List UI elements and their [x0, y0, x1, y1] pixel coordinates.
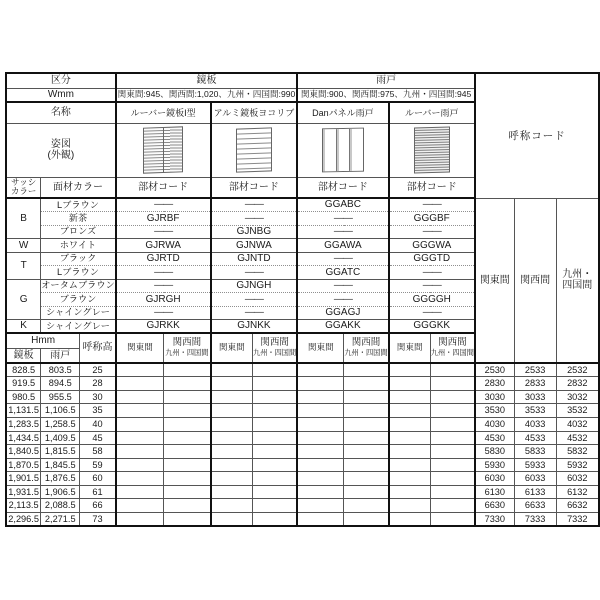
koshiyo-code-value: 4532 [556, 431, 599, 445]
koshiyo-code-value: 7332 [556, 513, 599, 527]
buzai-code-label-1: 部材コード [211, 177, 298, 198]
dan-panel-amado-icon-panel [337, 129, 351, 171]
buzai-code-value: GGAWA [297, 239, 388, 253]
empty-cell [164, 458, 211, 472]
empty-cell [116, 458, 164, 472]
dash-cell: —— [297, 212, 388, 226]
empty-cell [389, 377, 431, 391]
sash-color-cell-W: W [6, 239, 41, 253]
empty-cell [116, 431, 164, 445]
buzai-code-value: GJRBF [116, 212, 211, 226]
dan-panel-amado-icon [322, 128, 364, 173]
w-kagamiita-value: 関東間:945、関西間:1,020、九州・四国間:990 [116, 88, 297, 102]
sash-color-cell-K: K [6, 320, 41, 334]
koshiyo-code-value: 4033 [514, 417, 556, 431]
koshiyo-code-value: 6632 [556, 499, 599, 513]
empty-cell [389, 445, 431, 459]
koshiyo-code-value: 6630 [475, 499, 514, 513]
empty-cell [253, 458, 298, 472]
h-kagamiita-header: 鏡板 [6, 348, 41, 363]
empty-cell [211, 363, 253, 377]
empty-cell [211, 417, 253, 431]
empty-cell [344, 404, 389, 418]
empty-cell [211, 377, 253, 391]
w-unit-label: Wmm [6, 88, 116, 102]
yokorib-kagamiita-icon [236, 127, 272, 172]
empty-cell [389, 363, 431, 377]
buzai-code-label-0: 部材コード [116, 177, 211, 198]
takasa-value: 73 [80, 513, 116, 527]
h-kagamiita-value: 1,840.5 [6, 445, 41, 459]
empty-cell [164, 404, 211, 418]
group-amado-header: 雨戸 [297, 73, 475, 88]
sash-color-label-text: サッシ [10, 177, 37, 187]
dash-cell: —— [389, 198, 475, 212]
product-name-3: ルーバー雨戸 [389, 102, 475, 123]
koshiyo-code-value: 5833 [514, 445, 556, 459]
buzai-code-value: GJRWA [116, 239, 211, 253]
louver-kagamiita-icon-panel [164, 127, 183, 172]
empty-cell [297, 390, 344, 404]
sub-kansai-kyushu-header-3-text: 関西間 [438, 337, 467, 349]
buzai-code-label-2: 部材コード [297, 177, 388, 198]
koshiyo-code-value: 4030 [475, 417, 514, 431]
face-color-name: オータムブラウン [41, 279, 116, 293]
empty-cell [344, 499, 389, 513]
sub-kansai-kyushu-header-1 [253, 333, 298, 363]
sub-kansai-kyushu-header-0 [164, 333, 211, 363]
koshiyo-code-value: 3530 [475, 404, 514, 418]
empty-cell [116, 390, 164, 404]
h-amado-value: 1,815.5 [41, 445, 80, 459]
sub-kansai-kyushu-header-0-text: 関西間 [172, 337, 202, 349]
empty-cell [430, 458, 475, 472]
empty-cell [253, 390, 298, 404]
dash-cell: —— [211, 293, 298, 307]
sash-color-label-text: カラー [10, 186, 37, 197]
empty-cell [430, 485, 475, 499]
figure-cell-3 [389, 123, 475, 177]
takasa-value: 61 [80, 485, 116, 499]
koshiyo-code-header: 呼称コード [475, 73, 599, 198]
empty-cell [297, 445, 344, 459]
empty-cell [164, 363, 211, 377]
empty-cell [389, 458, 431, 472]
sub-kansai-kyushu-header-0-text: 九州・四国間 [165, 348, 209, 358]
buzai-code-value: GJNKK [211, 320, 298, 334]
span-header-kansai: 関西間 [514, 198, 556, 363]
h-kagamiita-value: 1,901.5 [6, 472, 41, 486]
empty-cell [253, 513, 298, 527]
dash-cell: —— [116, 306, 211, 320]
empty-cell [116, 417, 164, 431]
buzai-code-value: GGAGJ [297, 306, 388, 320]
empty-cell [344, 472, 389, 486]
takasa-value: 40 [80, 417, 116, 431]
face-color-name: シャイングレー [41, 320, 116, 334]
empty-cell [389, 485, 431, 499]
face-color-name: ブロンズ [41, 225, 116, 239]
koshiyo-code-value: 3532 [556, 404, 599, 418]
h-unit-label: Hmm [6, 333, 80, 348]
empty-cell [344, 513, 389, 527]
empty-cell [253, 404, 298, 418]
product-name-1: アルミ鏡板ヨコリブ [211, 102, 298, 123]
koshiyo-code-value: 2532 [556, 363, 599, 377]
face-color-name: Lブラウン [41, 198, 116, 212]
empty-cell [164, 472, 211, 486]
buzai-code-value: GJRTD [116, 252, 211, 266]
h-kagamiita-value: 828.5 [6, 363, 41, 377]
dash-cell: —— [389, 306, 475, 320]
empty-cell [164, 499, 211, 513]
face-color-name: ブラック [41, 252, 116, 266]
koshiyo-code-value: 2830 [475, 377, 514, 391]
dash-cell: —— [297, 279, 388, 293]
empty-cell [430, 431, 475, 445]
dash-cell: —— [297, 252, 388, 266]
figure-cell-1 [211, 123, 298, 177]
empty-cell [211, 513, 253, 527]
figure-label-text: (外観) [47, 150, 75, 161]
empty-cell [297, 404, 344, 418]
empty-cell [164, 431, 211, 445]
empty-cell [116, 377, 164, 391]
empty-cell [297, 472, 344, 486]
empty-cell [116, 472, 164, 486]
h-kagamiita-value: 2,113.5 [6, 499, 41, 513]
buzai-code-value: GGGBF [389, 212, 475, 226]
koshiyo-code-value: 3030 [475, 390, 514, 404]
empty-cell [211, 458, 253, 472]
empty-cell [389, 404, 431, 418]
buzai-code-value: GGAKK [297, 320, 388, 334]
koshiyo-code-value: 2832 [556, 377, 599, 391]
empty-cell [116, 499, 164, 513]
h-amado-value: 2,271.5 [41, 513, 80, 527]
empty-cell [297, 513, 344, 527]
louver-amado-icon [414, 127, 450, 174]
empty-cell [344, 458, 389, 472]
h-kagamiita-value: 1,931.5 [6, 485, 41, 499]
empty-cell [297, 485, 344, 499]
sub-kansai-kyushu-header-2 [344, 333, 389, 363]
empty-cell [297, 431, 344, 445]
empty-cell [253, 431, 298, 445]
empty-cell [253, 363, 298, 377]
dash-cell: —— [116, 198, 211, 212]
sub-kansai-kyushu-header-3 [430, 333, 475, 363]
dash-cell: —— [211, 198, 298, 212]
koshiyo-code-value: 6633 [514, 499, 556, 513]
takasa-header: 呼称高 [80, 333, 116, 363]
empty-cell [389, 472, 431, 486]
h-amado-value: 1,845.5 [41, 458, 80, 472]
sub-kansai-kyushu-header-3-text: 九州・四国間 [430, 348, 474, 358]
empty-cell [430, 499, 475, 513]
h-amado-value: 1,258.5 [41, 417, 80, 431]
h-kagamiita-value: 1,131.5 [6, 404, 41, 418]
h-amado-value: 803.5 [41, 363, 80, 377]
h-amado-header: 雨戸 [41, 348, 80, 363]
empty-cell [116, 445, 164, 459]
koshiyo-code-value: 7333 [514, 513, 556, 527]
sash-color-cell-T: T [6, 252, 41, 279]
louver-kagamiita-icon-panel [144, 128, 164, 173]
koshiyo-code-value: 5832 [556, 445, 599, 459]
h-amado-value: 1,906.5 [41, 485, 80, 499]
empty-cell [253, 499, 298, 513]
empty-cell [253, 377, 298, 391]
koshiyo-code-value: 6132 [556, 485, 599, 499]
spec-table [5, 72, 600, 527]
sub-kanto-header-3: 関東間 [389, 333, 431, 363]
koshiyo-code-value: 6030 [475, 472, 514, 486]
sub-kansai-kyushu-header-1-text: 関西間 [260, 337, 289, 349]
koshiyo-code-value: 4032 [556, 417, 599, 431]
empty-cell [297, 417, 344, 431]
empty-cell [430, 472, 475, 486]
koshiyo-code-value: 3033 [514, 390, 556, 404]
dash-cell: —— [116, 225, 211, 239]
h-amado-value: 955.5 [41, 390, 80, 404]
sub-kansai-kyushu-header-2-text: 九州・四国間 [344, 348, 388, 358]
name-label: 名称 [6, 102, 116, 123]
louver-kagamiita-icon [143, 126, 183, 173]
empty-cell [344, 390, 389, 404]
dash-cell: —— [389, 266, 475, 280]
empty-cell [430, 390, 475, 404]
empty-cell [211, 404, 253, 418]
empty-cell [430, 417, 475, 431]
koshiyo-code-value: 6133 [514, 485, 556, 499]
face-color-name: 新茶 [41, 212, 116, 226]
takasa-value: 30 [80, 390, 116, 404]
empty-cell [344, 431, 389, 445]
empty-cell [164, 377, 211, 391]
empty-cell [211, 499, 253, 513]
koshiyo-code-value: 7330 [475, 513, 514, 527]
empty-cell [211, 445, 253, 459]
dash-cell: —— [211, 306, 298, 320]
sub-kanto-header-2: 関東間 [297, 333, 344, 363]
h-kagamiita-value: 1,870.5 [6, 458, 41, 472]
figure-cell-2 [297, 123, 388, 177]
empty-cell [164, 417, 211, 431]
empty-cell [389, 431, 431, 445]
dash-cell: —— [211, 212, 298, 226]
dash-cell: —— [297, 225, 388, 239]
product-name-2: Danパネル雨戸 [297, 102, 388, 123]
empty-cell [116, 404, 164, 418]
takasa-value: 45 [80, 431, 116, 445]
empty-cell [211, 431, 253, 445]
takasa-value: 58 [80, 445, 116, 459]
buzai-code-label-3: 部材コード [389, 177, 475, 198]
empty-cell [297, 377, 344, 391]
koshiyo-code-value: 5930 [475, 458, 514, 472]
empty-cell [297, 458, 344, 472]
dan-panel-amado-icon-panel [350, 129, 363, 171]
empty-cell [389, 513, 431, 527]
dash-cell: —— [116, 266, 211, 280]
koshiyo-code-value: 5933 [514, 458, 556, 472]
empty-cell [430, 377, 475, 391]
empty-cell [389, 390, 431, 404]
empty-cell [164, 485, 211, 499]
koshiyo-code-value: 2533 [514, 363, 556, 377]
h-kagamiita-value: 1,434.5 [6, 431, 41, 445]
buzai-code-value: GGGKK [389, 320, 475, 334]
sash-color-cell-B: B [6, 198, 41, 239]
empty-cell [430, 445, 475, 459]
dash-cell: —— [389, 225, 475, 239]
empty-cell [430, 513, 475, 527]
takasa-value: 59 [80, 458, 116, 472]
koshiyo-code-value: 3533 [514, 404, 556, 418]
dash-cell: —— [297, 293, 388, 307]
empty-cell [430, 404, 475, 418]
empty-cell [253, 485, 298, 499]
buzai-code-value: GJRKK [116, 320, 211, 334]
empty-cell [211, 390, 253, 404]
koshiyo-code-value: 6130 [475, 485, 514, 499]
span-header-kyushu-shikoku-text: 九州・ [562, 268, 593, 280]
koshiyo-code-value: 2530 [475, 363, 514, 377]
sub-kansai-kyushu-header-1-text: 九州・四国間 [253, 348, 297, 358]
empty-cell [211, 472, 253, 486]
kubun-header: 区分 [6, 73, 116, 88]
dan-panel-amado-icon-panel [323, 129, 337, 171]
sub-kansai-kyushu-header-2-text: 関西間 [351, 337, 381, 349]
koshiyo-code-value: 2833 [514, 377, 556, 391]
face-color-name: ホワイト [41, 239, 116, 253]
koshiyo-code-value: 5830 [475, 445, 514, 459]
takasa-value: 66 [80, 499, 116, 513]
koshiyo-code-value: 6032 [556, 472, 599, 486]
sash-color-label [6, 177, 41, 198]
sub-kanto-header-1: 関東間 [211, 333, 253, 363]
empty-cell [253, 445, 298, 459]
koshiyo-code-value: 5932 [556, 458, 599, 472]
dash-cell: —— [389, 279, 475, 293]
empty-cell [430, 363, 475, 377]
empty-cell [344, 445, 389, 459]
empty-cell [116, 485, 164, 499]
buzai-code-value: GGABC [297, 198, 388, 212]
empty-cell [164, 513, 211, 527]
empty-cell [116, 363, 164, 377]
buzai-code-value: GGATC [297, 266, 388, 280]
buzai-code-value: GJRGH [116, 293, 211, 307]
span-header-kyushu-shikoku [556, 198, 599, 363]
group-kagamiita-header: 鏡板 [116, 73, 297, 88]
h-amado-value: 1,409.5 [41, 431, 80, 445]
takasa-value: 35 [80, 404, 116, 418]
buzai-code-value: GGGGH [389, 293, 475, 307]
sub-kanto-header-0: 関東間 [116, 333, 164, 363]
h-amado-value: 1,876.5 [41, 472, 80, 486]
face-color-label: 面材カラー [41, 177, 116, 198]
h-kagamiita-value: 2,296.5 [6, 513, 41, 527]
h-kagamiita-value: 919.5 [6, 377, 41, 391]
takasa-value: 28 [80, 377, 116, 391]
face-color-name: Lブラウン [41, 266, 116, 280]
buzai-code-value: GJNTD [211, 252, 298, 266]
sash-color-cell-G: G [6, 279, 41, 320]
w-amado-value: 関東間:900、関西間:975、九州・四国間:945 [297, 88, 475, 102]
product-name-0: ルーバー鏡板I型 [116, 102, 211, 123]
h-kagamiita-value: 980.5 [6, 390, 41, 404]
figure-label [6, 123, 116, 177]
empty-cell [164, 390, 211, 404]
empty-cell [297, 499, 344, 513]
span-header-kanto: 関東間 [475, 198, 514, 363]
dash-cell: —— [116, 279, 211, 293]
empty-cell [116, 513, 164, 527]
empty-cell [297, 363, 344, 377]
koshiyo-code-value: 3032 [556, 390, 599, 404]
koshiyo-code-value: 4533 [514, 431, 556, 445]
buzai-code-value: GJNBG [211, 225, 298, 239]
takasa-value: 25 [80, 363, 116, 377]
figure-label-text: 姿図 [50, 138, 71, 150]
empty-cell [389, 499, 431, 513]
h-amado-value: 894.5 [41, 377, 80, 391]
buzai-code-value: GGGWA [389, 239, 475, 253]
takasa-value: 60 [80, 472, 116, 486]
span-header-kyushu-shikoku-text: 四国間 [562, 280, 593, 292]
empty-cell [344, 485, 389, 499]
buzai-code-value: GJNGH [211, 279, 298, 293]
buzai-code-value: GJNWA [211, 239, 298, 253]
empty-cell [253, 417, 298, 431]
empty-cell [164, 445, 211, 459]
buzai-code-value: GGGTD [389, 252, 475, 266]
empty-cell [344, 417, 389, 431]
figure-cell-0 [116, 123, 211, 177]
koshiyo-code-value: 6033 [514, 472, 556, 486]
empty-cell [344, 363, 389, 377]
empty-cell [253, 472, 298, 486]
h-kagamiita-value: 1,283.5 [6, 417, 41, 431]
dash-cell: —— [211, 266, 298, 280]
koshiyo-code-value: 4530 [475, 431, 514, 445]
empty-cell [389, 417, 431, 431]
empty-cell [344, 377, 389, 391]
h-amado-value: 2,088.5 [41, 499, 80, 513]
h-amado-value: 1,106.5 [41, 404, 80, 418]
face-color-name: シャイングレー [41, 306, 116, 320]
face-color-name: ブラウン [41, 293, 116, 307]
empty-cell [211, 485, 253, 499]
